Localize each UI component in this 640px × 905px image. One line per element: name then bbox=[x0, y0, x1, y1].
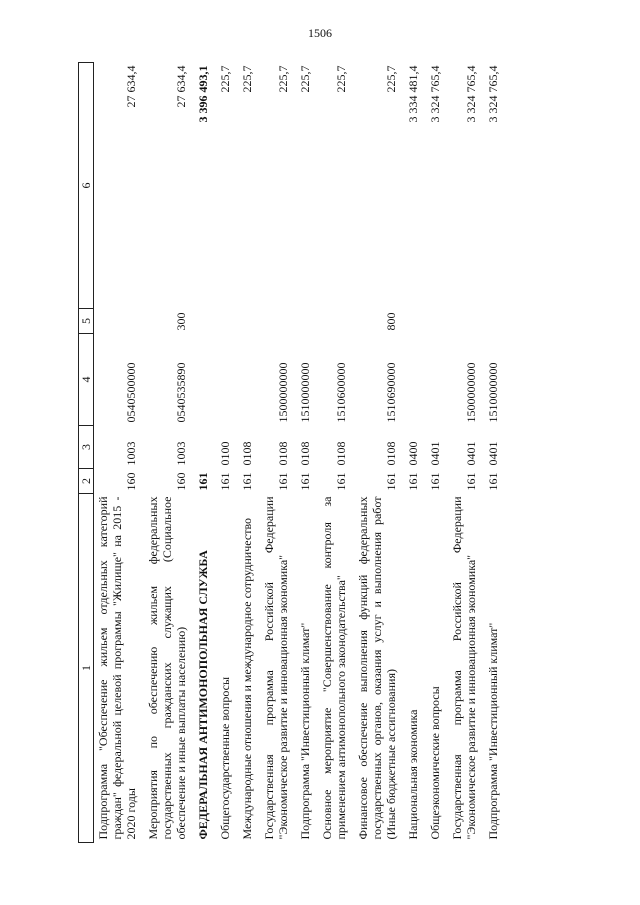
row-section-code: 0108 bbox=[384, 441, 398, 466]
table-row bbox=[354, 63, 404, 843]
table-row bbox=[144, 63, 194, 843]
row-expense-type: 300 bbox=[174, 312, 188, 331]
row-amount: 225,7 bbox=[384, 65, 398, 93]
row-name: ФЕДЕРАЛЬНАЯ АНТИМОНОПОЛЬНАЯ СЛУЖБА bbox=[196, 550, 210, 840]
row-expense-type bbox=[296, 309, 318, 334]
row-amount: 3 396 493,1 bbox=[196, 65, 210, 123]
row-ministry-code: 161 bbox=[486, 472, 500, 491]
header-col-4: 4 bbox=[79, 334, 94, 426]
row-expense-type bbox=[448, 309, 484, 334]
row-amount: 27 634,4 bbox=[124, 65, 138, 108]
row-target-code: 0540535890 bbox=[174, 362, 188, 423]
row-ministry-code: 161 bbox=[298, 472, 312, 491]
table-row bbox=[216, 63, 238, 843]
row-section-code: 0108 bbox=[276, 441, 290, 466]
row-name: Международные отношения и международное сотрудничество bbox=[240, 517, 254, 840]
table-row bbox=[484, 63, 506, 843]
row-section-code: 0401 bbox=[464, 441, 478, 466]
row-name: Подпрограмма "Обеспечение жильем отдельных категорий граждан" федеральной целевой программы "Жилище" на 2015 - 2020 годы bbox=[96, 496, 138, 840]
table-row bbox=[426, 63, 448, 843]
row-section-code: 1003 bbox=[174, 441, 188, 466]
row-expense-type bbox=[318, 309, 354, 334]
row-name: Государственная программа Российской Федерации "Экономическое развитие и инновационная экономика" bbox=[262, 496, 290, 840]
row-expense-type bbox=[260, 309, 296, 334]
table-body bbox=[94, 63, 507, 843]
row-section-code: 0401 bbox=[428, 441, 442, 466]
row-ministry-code: 161 bbox=[240, 472, 254, 491]
row-target-code: 1510000000 bbox=[298, 362, 312, 423]
row-section-code: 0401 bbox=[486, 441, 500, 466]
row-amount: 27 634,4 bbox=[174, 65, 188, 108]
row-expense-type bbox=[426, 309, 448, 334]
row-ministry-code: 161 bbox=[428, 472, 442, 491]
table-row bbox=[94, 63, 145, 843]
row-amount: 3 324 765,4 bbox=[428, 65, 442, 123]
row-ministry-code: 161 bbox=[218, 472, 232, 491]
table-row bbox=[238, 63, 260, 843]
table-row bbox=[194, 63, 216, 843]
row-target-code bbox=[404, 334, 426, 426]
row-amount: 225,7 bbox=[298, 65, 312, 93]
row-target-code: 1500000000 bbox=[276, 362, 290, 423]
row-ministry-code: 161 bbox=[196, 472, 210, 491]
row-ministry-code: 161 bbox=[464, 472, 478, 491]
row-ministry-code: 160 bbox=[174, 472, 188, 491]
row-section-code bbox=[194, 426, 216, 469]
row-name: Общегосударственные вопросы bbox=[218, 676, 232, 840]
row-target-code: 1500000000 bbox=[464, 362, 478, 423]
row-amount: 225,7 bbox=[276, 65, 290, 93]
row-section-code: 0108 bbox=[334, 441, 348, 466]
table-row bbox=[296, 63, 318, 843]
row-name: Общеэкономические вопросы bbox=[428, 686, 442, 840]
row-amount: 225,7 bbox=[334, 65, 348, 93]
table-header bbox=[79, 63, 94, 843]
row-target-code bbox=[216, 334, 238, 426]
row-section-code: 0108 bbox=[240, 441, 254, 466]
row-expense-type bbox=[404, 309, 426, 334]
row-section-code: 0108 bbox=[298, 441, 312, 466]
row-target-code: 0540500000 bbox=[124, 362, 138, 423]
row-expense-type bbox=[94, 309, 145, 334]
header-col-2: 2 bbox=[79, 469, 94, 494]
row-target-code: 1510690000 bbox=[384, 362, 398, 423]
row-expense-type: 800 bbox=[384, 312, 398, 331]
row-section-code: 0400 bbox=[406, 441, 420, 466]
row-ministry-code: 161 bbox=[334, 472, 348, 491]
row-ministry-code: 161 bbox=[406, 472, 420, 491]
row-name: Мероприятия по обеспечению жильем федеральных государственных гражданских служащих (Социальное обеспечение и иные выплаты населению) bbox=[146, 496, 188, 840]
row-name: Государственная программа Российской Федерации "Экономическое развитие и инновационная экономика" bbox=[450, 496, 478, 840]
row-name: Национальная экономика bbox=[406, 709, 420, 840]
page-number: 1506 bbox=[308, 26, 332, 40]
row-name: Основное мероприятие "Совершенствование контроля за применением антимонопольного законодательства" bbox=[320, 496, 348, 840]
row-target-code: 1510000000 bbox=[486, 362, 500, 423]
row-section-code: 0100 bbox=[218, 441, 232, 466]
row-amount: 3 324 765,4 bbox=[464, 65, 478, 123]
row-ministry-code: 160 bbox=[124, 472, 138, 491]
row-expense-type bbox=[216, 309, 238, 334]
header-col-5: 5 bbox=[79, 309, 94, 334]
rotated-table-container bbox=[78, 63, 620, 843]
row-target-code bbox=[426, 334, 448, 426]
table-row bbox=[448, 63, 484, 843]
header-col-6: 6 bbox=[79, 63, 94, 309]
table-row bbox=[260, 63, 296, 843]
row-expense-type bbox=[194, 309, 216, 334]
header-col-3: 3 bbox=[79, 426, 94, 469]
table-row bbox=[318, 63, 354, 843]
row-name: Финансовое обеспечение выполнения функций федеральных государственных органов, оказания услуг и выполнения работ (Иные бюджетные ассигнования) bbox=[356, 496, 398, 840]
row-amount: 3 334 481,4 bbox=[406, 65, 420, 123]
row-amount: 225,7 bbox=[240, 65, 254, 93]
row-target-code bbox=[238, 334, 260, 426]
row-ministry-code: 161 bbox=[276, 472, 290, 491]
row-amount: 225,7 bbox=[218, 65, 232, 93]
row-section-code: 1003 bbox=[124, 441, 138, 466]
row-ministry-code: 161 bbox=[384, 472, 398, 491]
row-name: Подпрограмма "Инвестиционный климат" bbox=[298, 622, 312, 840]
row-amount: 3 324 765,4 bbox=[486, 65, 500, 123]
table-row bbox=[404, 63, 426, 843]
row-target-code bbox=[194, 334, 216, 426]
row-expense-type bbox=[238, 309, 260, 334]
row-target-code: 1510600000 bbox=[334, 362, 348, 423]
header-col-1: 1 bbox=[79, 494, 94, 843]
row-expense-type bbox=[484, 309, 506, 334]
budget-table bbox=[78, 62, 506, 843]
header-row bbox=[79, 63, 94, 843]
row-name: Подпрограмма "Инвестиционный климат" bbox=[486, 622, 500, 840]
